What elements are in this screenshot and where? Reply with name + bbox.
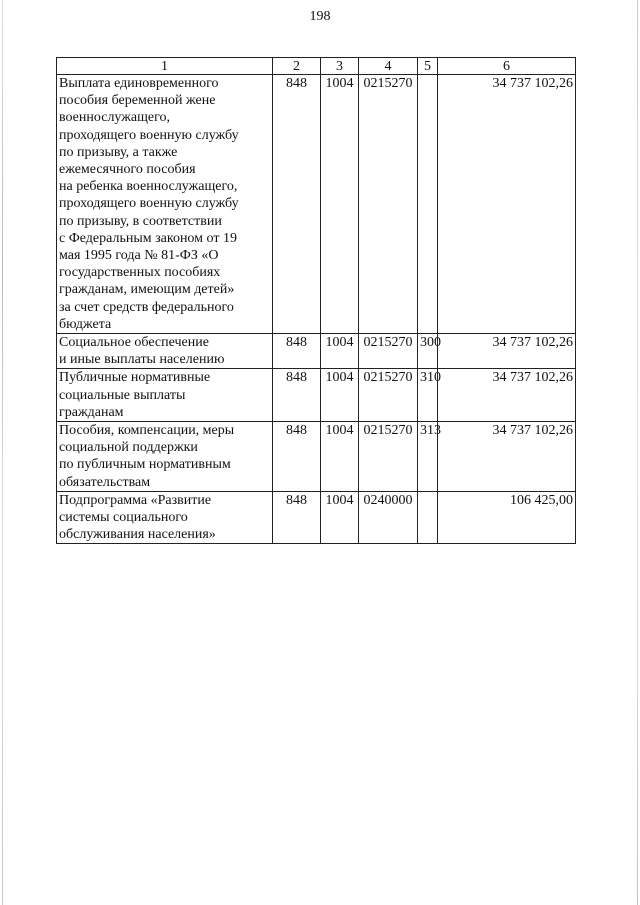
header-cell-5: 5 [418,58,438,75]
row-amount: 34 737 102,26 [438,422,576,492]
scan-edge-right [637,0,638,905]
row-code-expense-type [418,491,438,544]
row-code-ministry: 848 [273,422,321,492]
header-cell-2: 2 [273,58,321,75]
row-code-target: 0215270 [359,75,418,334]
row-name: Пособия, компенсации, меры социальной поддержки по публичным нормативным обязательствам [57,422,273,492]
row-code-target: 0240000 [359,491,418,544]
row-code-section: 1004 [321,369,359,422]
table-row [57,422,576,492]
row-code-expense-type: 313 [418,422,438,492]
row-name: Подпрограмма «Развитие системы социального обслуживания населения» [57,491,273,544]
row-code-section: 1004 [321,334,359,369]
row-code-expense-type: 310 [418,369,438,422]
table-row [57,75,576,334]
budget-table [56,57,576,544]
header-cell-6: 6 [438,58,576,75]
header-cell-4: 4 [359,58,418,75]
row-code-target: 0215270 [359,369,418,422]
row-amount: 106 425,00 [438,491,576,544]
row-code-ministry: 848 [273,369,321,422]
row-amount: 34 737 102,26 [438,334,576,369]
row-code-ministry: 848 [273,334,321,369]
row-code-ministry: 848 [273,75,321,334]
row-code-ministry: 848 [273,491,321,544]
row-name: Выплата единовременного пособия беременной жене военнослужащего, проходящего военную службу по призыву, а также ежемесячного пособия на ребенка военнослужащего, проходящего военную службу по призыву, в соответствии с Федеральным законом от 19 мая 1995 года № 81-ФЗ «О государственных пособиях гражданам, имеющим детей» за счет средств федерального бюджета [57,75,273,334]
row-name: Социальное обеспечение и иные выплаты населению [57,334,273,369]
header-row [57,58,576,75]
row-code-section: 1004 [321,422,359,492]
row-name: Публичные нормативные социальные выплаты гражданам [57,369,273,422]
row-code-target: 0215270 [359,422,418,492]
row-code-section: 1004 [321,75,359,334]
row-code-target: 0215270 [359,334,418,369]
header-cell-3: 3 [321,58,359,75]
row-code-section: 1004 [321,491,359,544]
scan-edge-left [2,0,3,905]
table-row [57,369,576,422]
table-row [57,491,576,544]
header-cell-1: 1 [57,58,273,75]
row-amount: 34 737 102,26 [438,75,576,334]
table-row [57,334,576,369]
row-code-expense-type [418,75,438,334]
row-amount: 34 737 102,26 [438,369,576,422]
page-number: 198 [309,9,331,24]
row-code-expense-type: 300 [418,334,438,369]
